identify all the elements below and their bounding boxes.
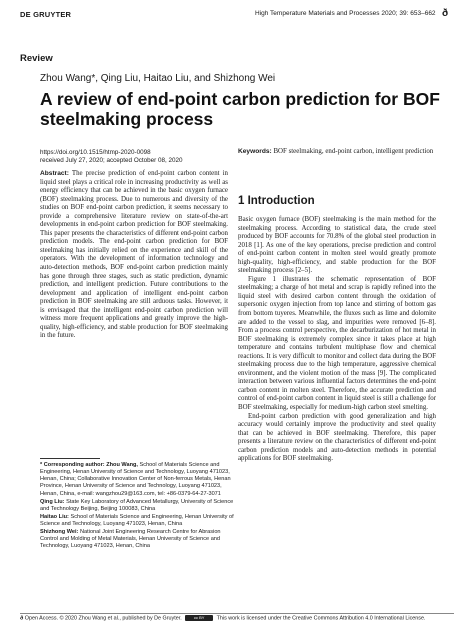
keywords-block bbox=[238, 148, 436, 157]
open-access-icon: ð bbox=[20, 615, 24, 622]
paragraph: Basic oxygen furnace (BOF) steelmaking is the main method for the steelmaking process. According to statistical data, the crude steel produced by BOF accounts for 70.8% of the global steel production in 2018 [1]. As one of the key operations, precise prediction and control of end-point carbon content in molten steel would greatly promote high-quality, high-efficiency, and stable production for the BOF steelmaking process [2–5]. bbox=[238, 216, 436, 275]
footnote-label: Qing Liu: bbox=[40, 498, 65, 505]
introduction-body bbox=[238, 216, 436, 464]
article-meta bbox=[40, 149, 182, 166]
open-access-label: Open Access. bbox=[24, 615, 59, 622]
footnote-label: Haitao Liu: bbox=[40, 513, 69, 520]
footnote-text: State Key Laboratory of Advanced Metallurgy, University of Science and Technology Beijing, Beijing 100083, China bbox=[40, 498, 234, 512]
footnote-text: National Joint Engineering Research Centre for Abrasion Control and Molding of Metal Materials, Henan University of Science and Technology, Luoyang 471023, Henan, China bbox=[40, 528, 221, 550]
footnote-label: Shizhong Wei: bbox=[40, 528, 79, 535]
license-text: This work is licensed under the Creative Commons Attribution 4.0 International License. bbox=[216, 615, 426, 622]
journal-citation: High Temperature Materials and Processes 2020; 39: 653–662 bbox=[255, 10, 436, 17]
footnote-author bbox=[40, 529, 235, 550]
footnote-corresponding bbox=[40, 462, 235, 498]
paragraph: End-point carbon prediction with good generalization and high accuracy would certainly improve the productivity and steel quality that can be achieved in BOF steelmaking. Therefore, this paper presents a literature review on the characteristics of different end-point carbon prediction models and auto-detection methods in potential applications for BOF steelmaking. bbox=[238, 412, 436, 463]
keywords-text: BOF steelmaking, end-point carbon, intelligent prediction bbox=[273, 148, 434, 155]
paragraph: Figure 1 illustrates the schematic representation of BOF steelmaking; a charge of hot metal and scrap is rapidly refined into the liquid steel with desired carbon content through the oxidation of supersonic oxygen injection from top lance and stirring of bottom gas from bottom tuyeres. Meanwhile, the fluxes such as lime and dolomite are added to the vessel to slag, and impurities were removed [6–8]. From a process control perspective, the decarburization of hot metal in BOF steelmaking is extremely complex since it takes place at high temperature and contains turbulent multiphase flow and chemical reactions. It is very difficult to monitor and collect data during the BOF steelmaking process due to the high temperature, aggressive chemical environment, and the violent motion of the mass [9]. The complicated interaction between various influential factors determines the end-point carbon content in molten steel. Therefore, the accurate prediction and control of end-point carbon content in liquid steel is still a challenge for BOF steelmaking, especially for medium-high carbon steel smelting. bbox=[238, 275, 436, 412]
footnote-author bbox=[40, 499, 235, 513]
author-affiliations bbox=[40, 462, 235, 551]
footnote-text: School of Materials Science and Engineering, Henan University of Science and Technology, Luoyang 471023, Henan, China bbox=[40, 513, 234, 527]
author-list: Zhou Wang*, Qing Liu, Haitao Liu, and Shizhong Wei bbox=[40, 73, 276, 84]
doi-link[interactable]: https://doi.org/10.1515/htmp-2020-0098 bbox=[40, 149, 151, 156]
footer-divider bbox=[20, 613, 454, 614]
abstract-label: Abstract: bbox=[40, 170, 69, 177]
received-dates: received July 27, 2020; accepted October 08, 2020 bbox=[40, 157, 183, 165]
abstract-text: The precise prediction of end-point carbon content in liquid steel plays a critical role in increasing productivity as well as energy efficiency that can be achieved in the basic oxygen furnace (BOF) steelmaking process. Due to numerous and diversity of the studies on BOF end-point carbon prediction, it seems necessary to provide a comprehensive literature review on state-of-the-art developments in end-point carbon prediction for BOF steelmaking. This paper presents the characteristics of different end-point carbon prediction models. The end-point carbon prediction for BOF steelmaking has initially relied on the experience and skill of the operators. With the development of information technology and auto-detection methods, BOF end-point carbon prediction mainly has gone through three stages, such as static prediction, dynamic prediction, and intelligent prediction. Future contributions to the development and application of intelligent end-point carbon prediction in BOF steelmaking are still arduous tasks. However, it is envisaged that the intelligent end-point carbon prediction will witness more frequent applications and greatly improve the high-quality, high-efficiency, and stable production for BOF steelmaking in the future. bbox=[40, 170, 228, 340]
open-access-icon: ð bbox=[442, 8, 449, 19]
section-heading: 1 Introduction bbox=[238, 195, 315, 207]
article-title: A review of end-point carbon prediction for BOF steelmaking process bbox=[40, 89, 440, 129]
footnote-label: * Corresponding author: Zhou Wang, bbox=[40, 462, 138, 468]
article-type: Review bbox=[20, 53, 53, 64]
footnote-text: School of Materials Science and Engineering, Henan University of Science and Technology, Luoyang 471023, Henan, China; Collaborative Innovation Center of Non-ferrous Metals, Henan Province, Henan University of Science and Technology, Luoyang 471023, Henan, China, e-mail: wangzhou29@163.com, tel: +86-0379-64-27-3071 bbox=[40, 462, 231, 497]
copyright-text: © 2020 Zhou Wang et al., published by De Gruyter. bbox=[59, 615, 182, 622]
abstract-block bbox=[40, 170, 228, 341]
license-footer bbox=[20, 615, 460, 622]
cc-license-icon[interactable]: cc BY bbox=[185, 615, 213, 621]
publisher-name: DE GRUYTER bbox=[20, 10, 72, 19]
footnote-divider bbox=[40, 458, 100, 459]
footnote-author bbox=[40, 514, 235, 528]
keywords-label: Keywords: bbox=[238, 148, 272, 155]
